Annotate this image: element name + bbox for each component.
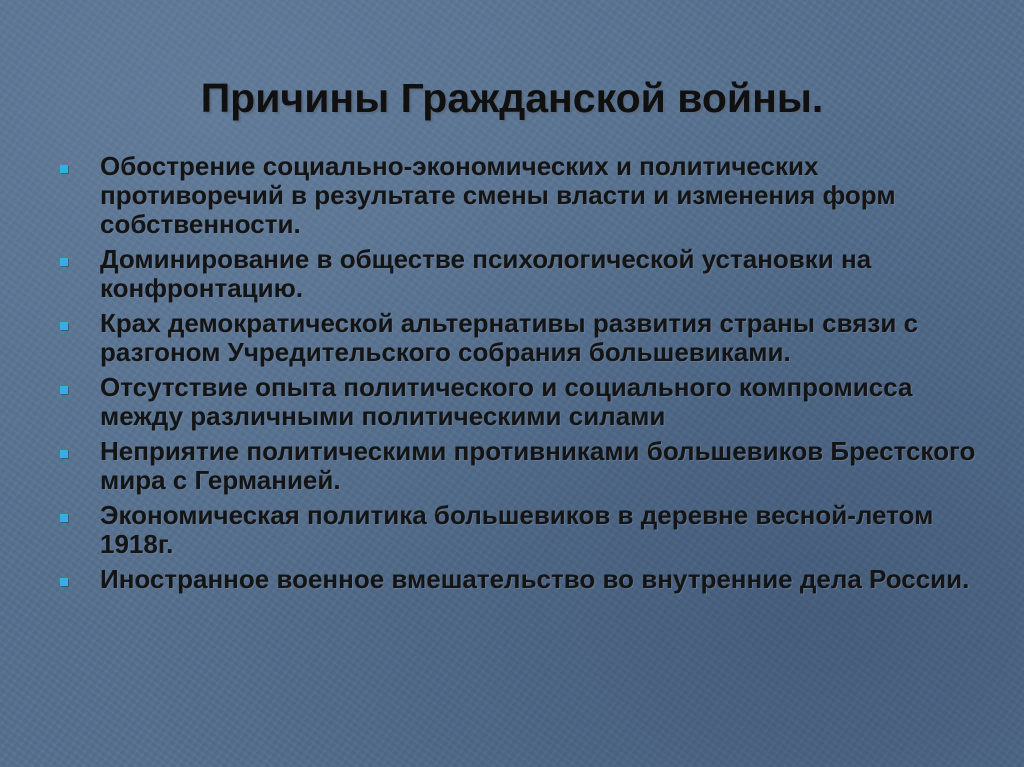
bullet-text: Иностранное военное вмешательство во внутренние дела России.: [100, 564, 970, 594]
bullet-item: [58, 309, 998, 367]
bullet-item: [58, 437, 998, 495]
square-bullet-icon: [60, 386, 68, 394]
square-bullet-icon: [60, 514, 68, 522]
square-bullet-icon: [60, 450, 68, 458]
bullet-text: Доминирование в обществе психологической установки на конфронтацию.: [100, 244, 872, 303]
square-bullet-icon: [60, 322, 68, 330]
square-bullet-icon: [60, 258, 68, 266]
bullet-item: [58, 501, 998, 559]
bullet-item: [58, 565, 998, 594]
square-bullet-icon: [60, 165, 68, 173]
bullet-item: [58, 152, 998, 239]
bullet-item: [58, 245, 998, 303]
bullet-text: Обострение социально-экономических и политических противоречий в результате смены власти и изменения форм собственности.: [100, 151, 896, 239]
bullet-text: Экономическая политика большевиков в деревне весной-летом 1918г.: [100, 500, 934, 559]
bullet-item: [58, 373, 998, 431]
bullet-text: Отсутствие опыта политического и социального компромисса между различными политическими силами: [100, 372, 913, 431]
slide-title: Причины Гражданской войны.: [200, 75, 824, 121]
square-bullet-icon: [60, 578, 68, 586]
bullet-text: Крах демократической альтернативы развития страны связи с разгоном Учредительского собрания большевиками.: [100, 308, 919, 367]
bullet-list: [58, 152, 998, 600]
bullet-text: Неприятие политическими противниками большевиков Брестского мира с Германией.: [100, 436, 976, 495]
